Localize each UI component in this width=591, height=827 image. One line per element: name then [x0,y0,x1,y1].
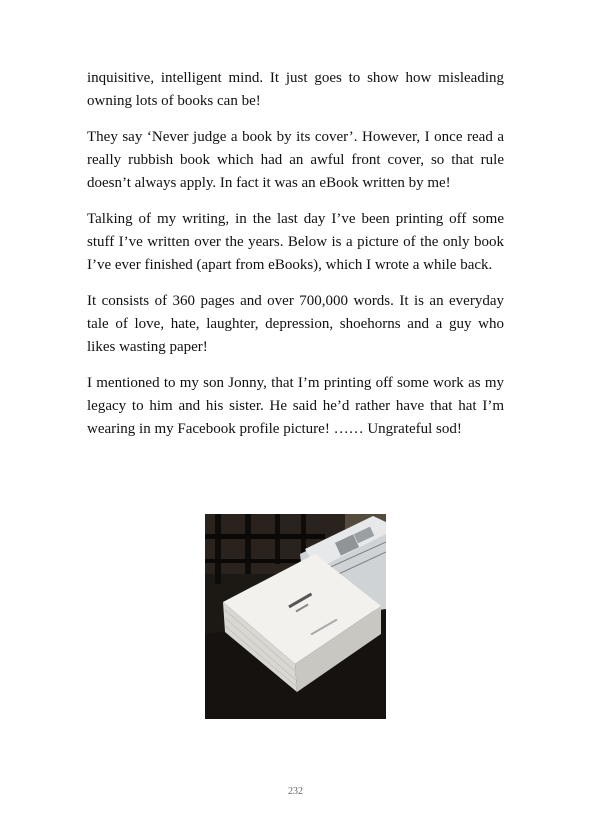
manuscript-photo [205,514,386,719]
page-number: 232 [288,786,303,797]
paragraph: I mentioned to my son Jonny, that I’m printing off some work as my legacy to him and his sister. He said he’d rather have that hat I’m wearing in my Facebook profile picture! …… Ungrateful sod! [87,375,504,437]
paragraph: They say ‘Never judge a book by its cover’. However, I once read a really rubbish book which had an awful front cover, so that rule doesn’t always apply. In fact it was an eBook written by me! [87,129,504,191]
paragraph: inquisitive, intelligent mind. It just goes to show how misleading owning lots of books can be! [87,70,504,109]
body-text [87,67,504,454]
paragraph: Talking of my writing, in the last day I’ve been printing off some stuff I’ve written over the years. Below is a picture of the only book I’ve ever finished (apart from eBooks), which I wrote a while back. [87,211,504,273]
paragraph: It consists of 360 pages and over 700,000 words. It is an everyday tale of love, hate, laughter, depression, shoehorns and a guy who likes wasting paper! [87,293,504,355]
